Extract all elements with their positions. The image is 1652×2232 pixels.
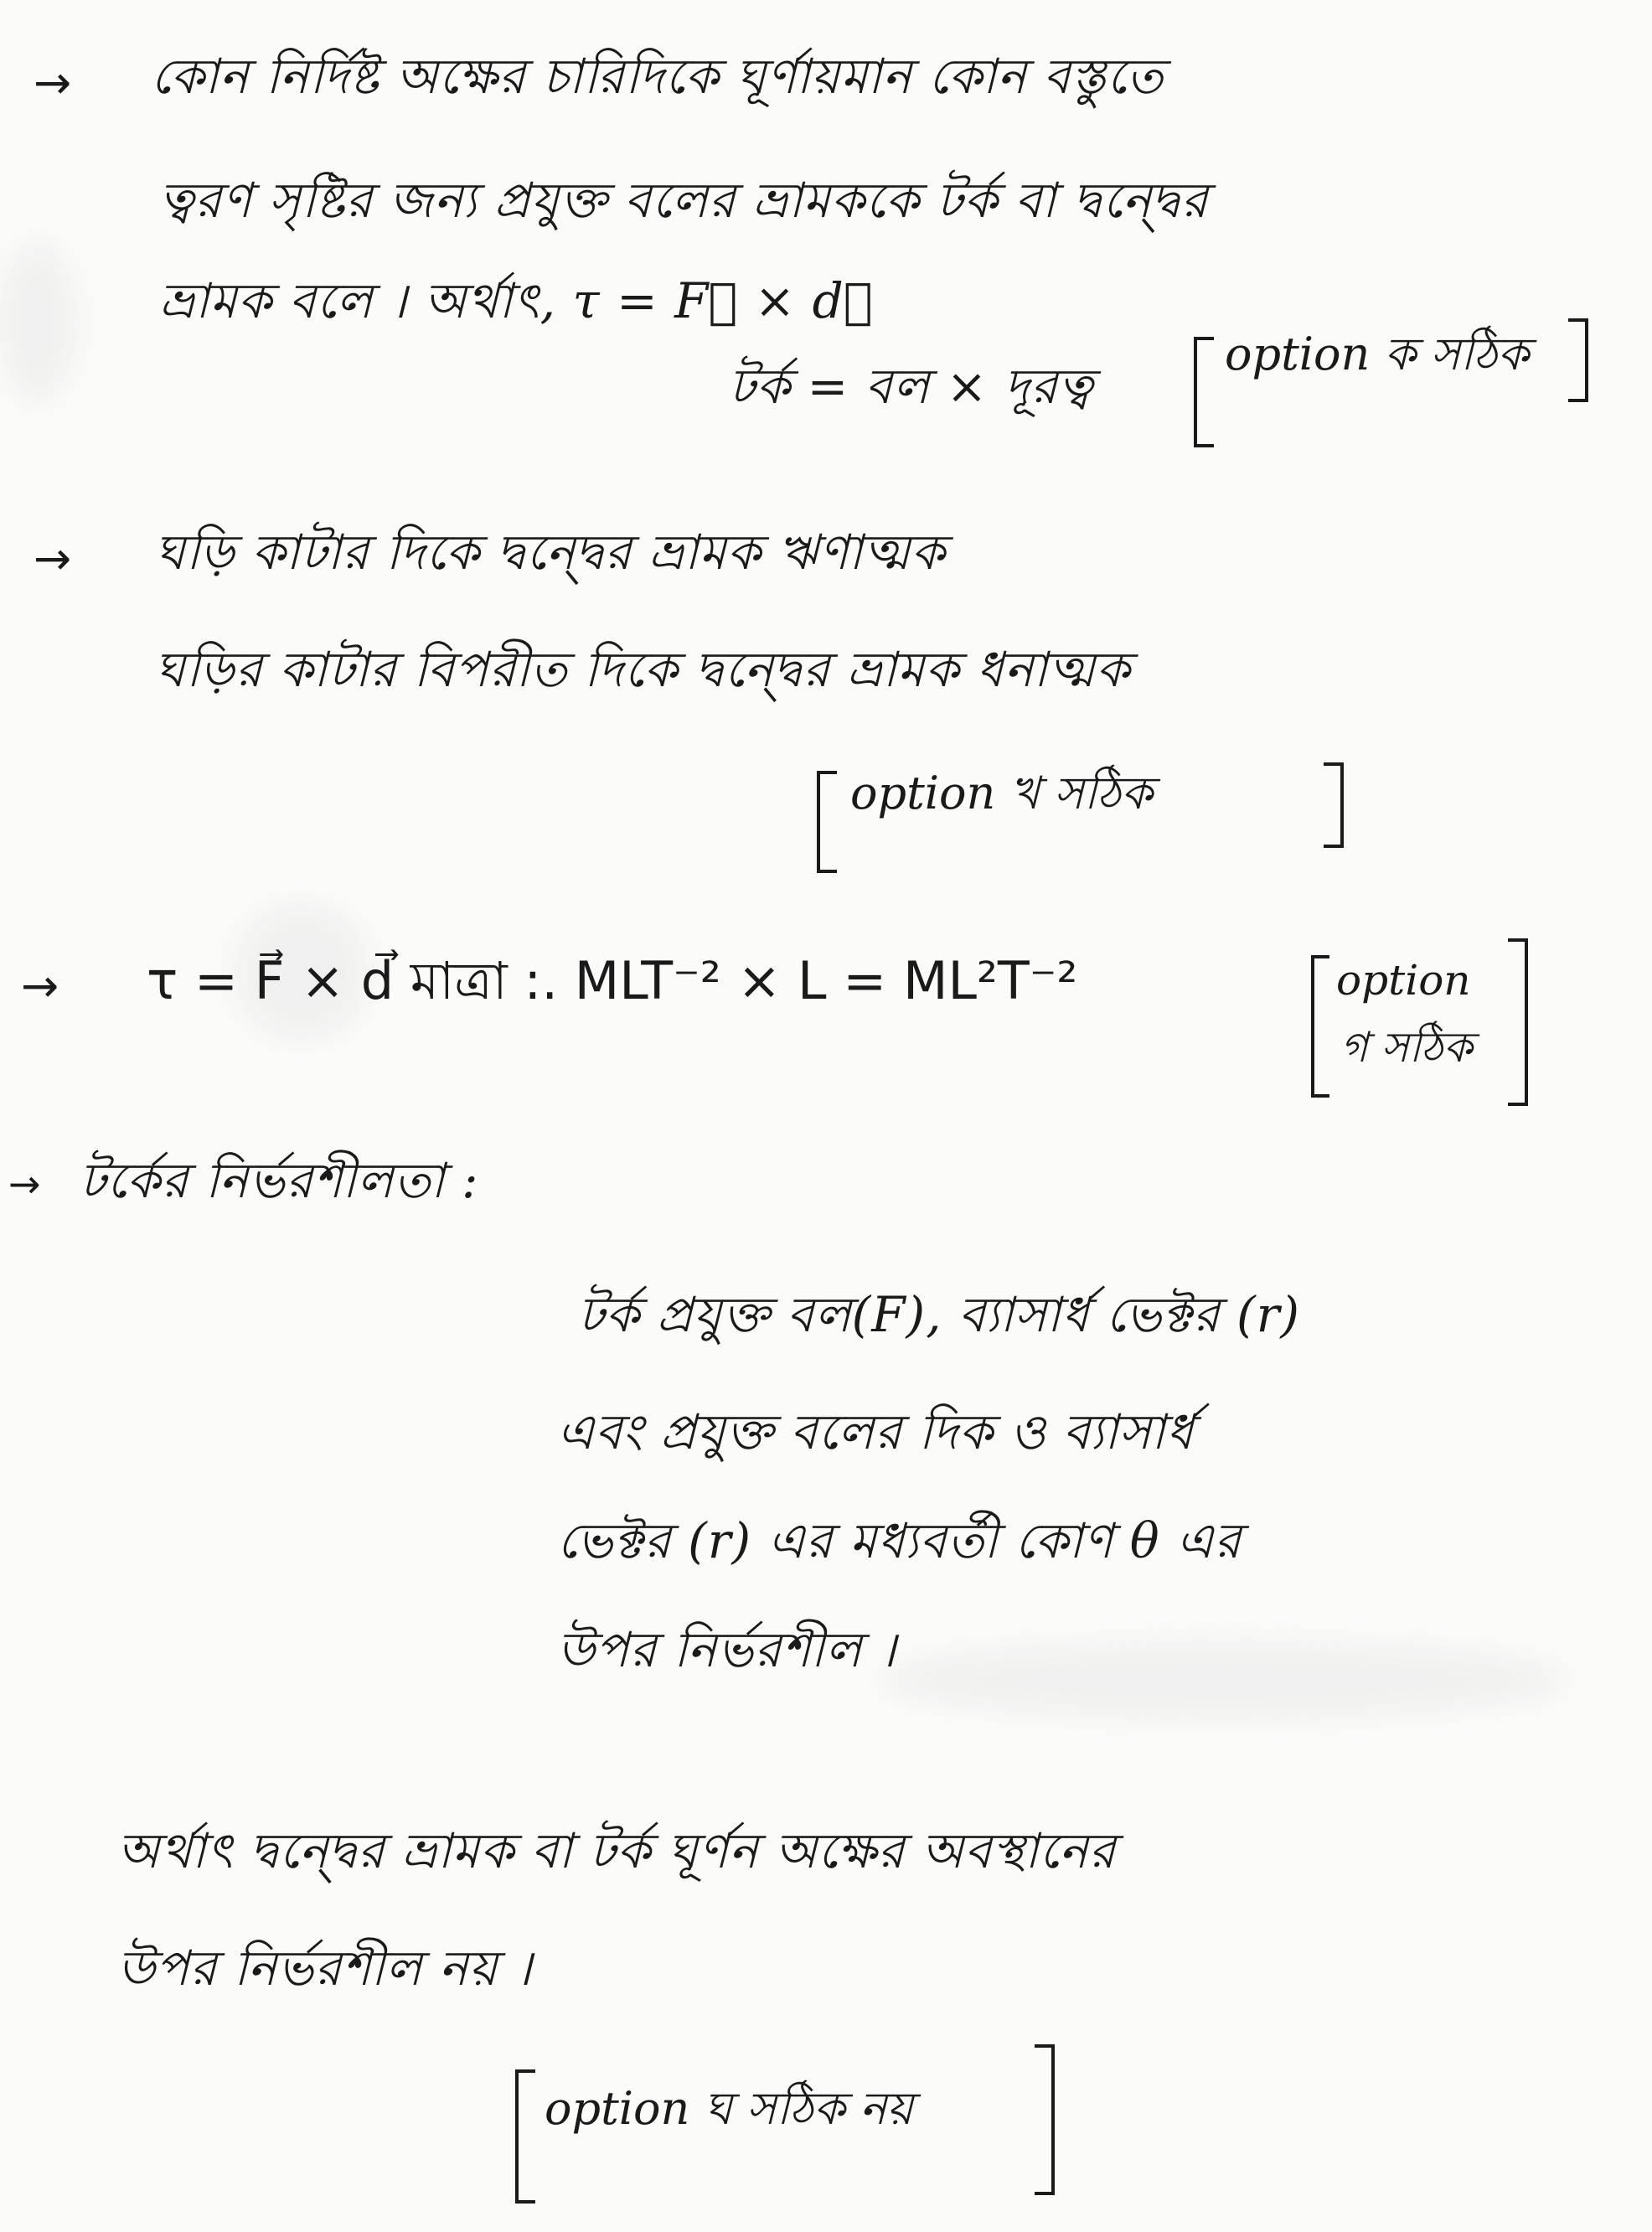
text-line: ঘড়ি কাটার দিকে দ্বন্দ্বের ভ্রামক ঋণাত্মক (155, 524, 946, 581)
bullet-arrow-icon: → (34, 532, 72, 585)
text-line: এবং প্রযুক্ত বলের দিক ও ব্যাসার্ধ (557, 1403, 1195, 1460)
text-line: ঘড়ির কাটার বিপরীত দিকে দ্বন্দ্বের ভ্রামক ধনাত্মক (155, 641, 1131, 698)
option-answer: গ সঠিক (1340, 1023, 1473, 1072)
option-answer: option ক সঠিক (1225, 328, 1530, 380)
text-line: টর্ক = বল × দূরত্ব (729, 358, 1094, 415)
bullet-arrow-icon: → (8, 1161, 41, 1206)
dimension-formula: τ = F⃗ × d⃗ মাত্রা :. MLT⁻² × L = ML²T⁻² (147, 950, 1078, 1011)
option-bracket-right (1508, 938, 1528, 1106)
text-line: কোন নির্দিষ্ট অক্ষের চারিদিকে ঘূর্ণায়মান কোন বস্তুতে (151, 48, 1164, 105)
option-label: option (1336, 956, 1471, 1005)
bullet-arrow-icon: → (21, 959, 59, 1012)
paper-smudge (880, 1642, 1567, 1718)
option-bracket-right (1324, 762, 1344, 848)
text-line: টর্ক প্রযুক্ত বল(F), ব্যাসার্ধ ভেক্টর (r) (578, 1286, 1301, 1343)
option-answer: option খ সঠিক (850, 767, 1153, 819)
text-line: ভেক্টর (r) এর মধ্যবর্তী কোণ θ এর (557, 1512, 1242, 1569)
bullet-arrow-icon: → (34, 56, 72, 109)
text-line: ত্বরণ সৃষ্টির জন্য প্রযুক্ত বলের ভ্রামককে টর্ক বা দ্বন্দ্বের (159, 172, 1209, 229)
option-bracket-right (1568, 318, 1588, 402)
text-line: অর্থাৎ দ্বন্দ্বের ভ্রামক বা টর্ক ঘূর্ণন অক্ষের অবস্থানের (117, 1822, 1117, 1879)
text-line: উপর নির্ভরশীল নয় । (117, 1940, 533, 1997)
option-bracket-left (1194, 337, 1214, 447)
option-bracket-right (1035, 2044, 1055, 2195)
paper-smudge (0, 243, 75, 402)
text-line: ভ্রামক বলে । অর্থাৎ, τ = F⃗ × d⃗ (159, 272, 874, 329)
option-answer: option ঘ সঠিক নয় (545, 2082, 913, 2135)
option-bracket-left (515, 2069, 535, 2204)
section-heading: টর্কের নির্ভরশীলতা : (80, 1152, 479, 1209)
option-bracket-left (1311, 955, 1329, 1098)
text-line: উপর নির্ভরশীল । (557, 1621, 897, 1678)
option-bracket-left (817, 771, 837, 873)
